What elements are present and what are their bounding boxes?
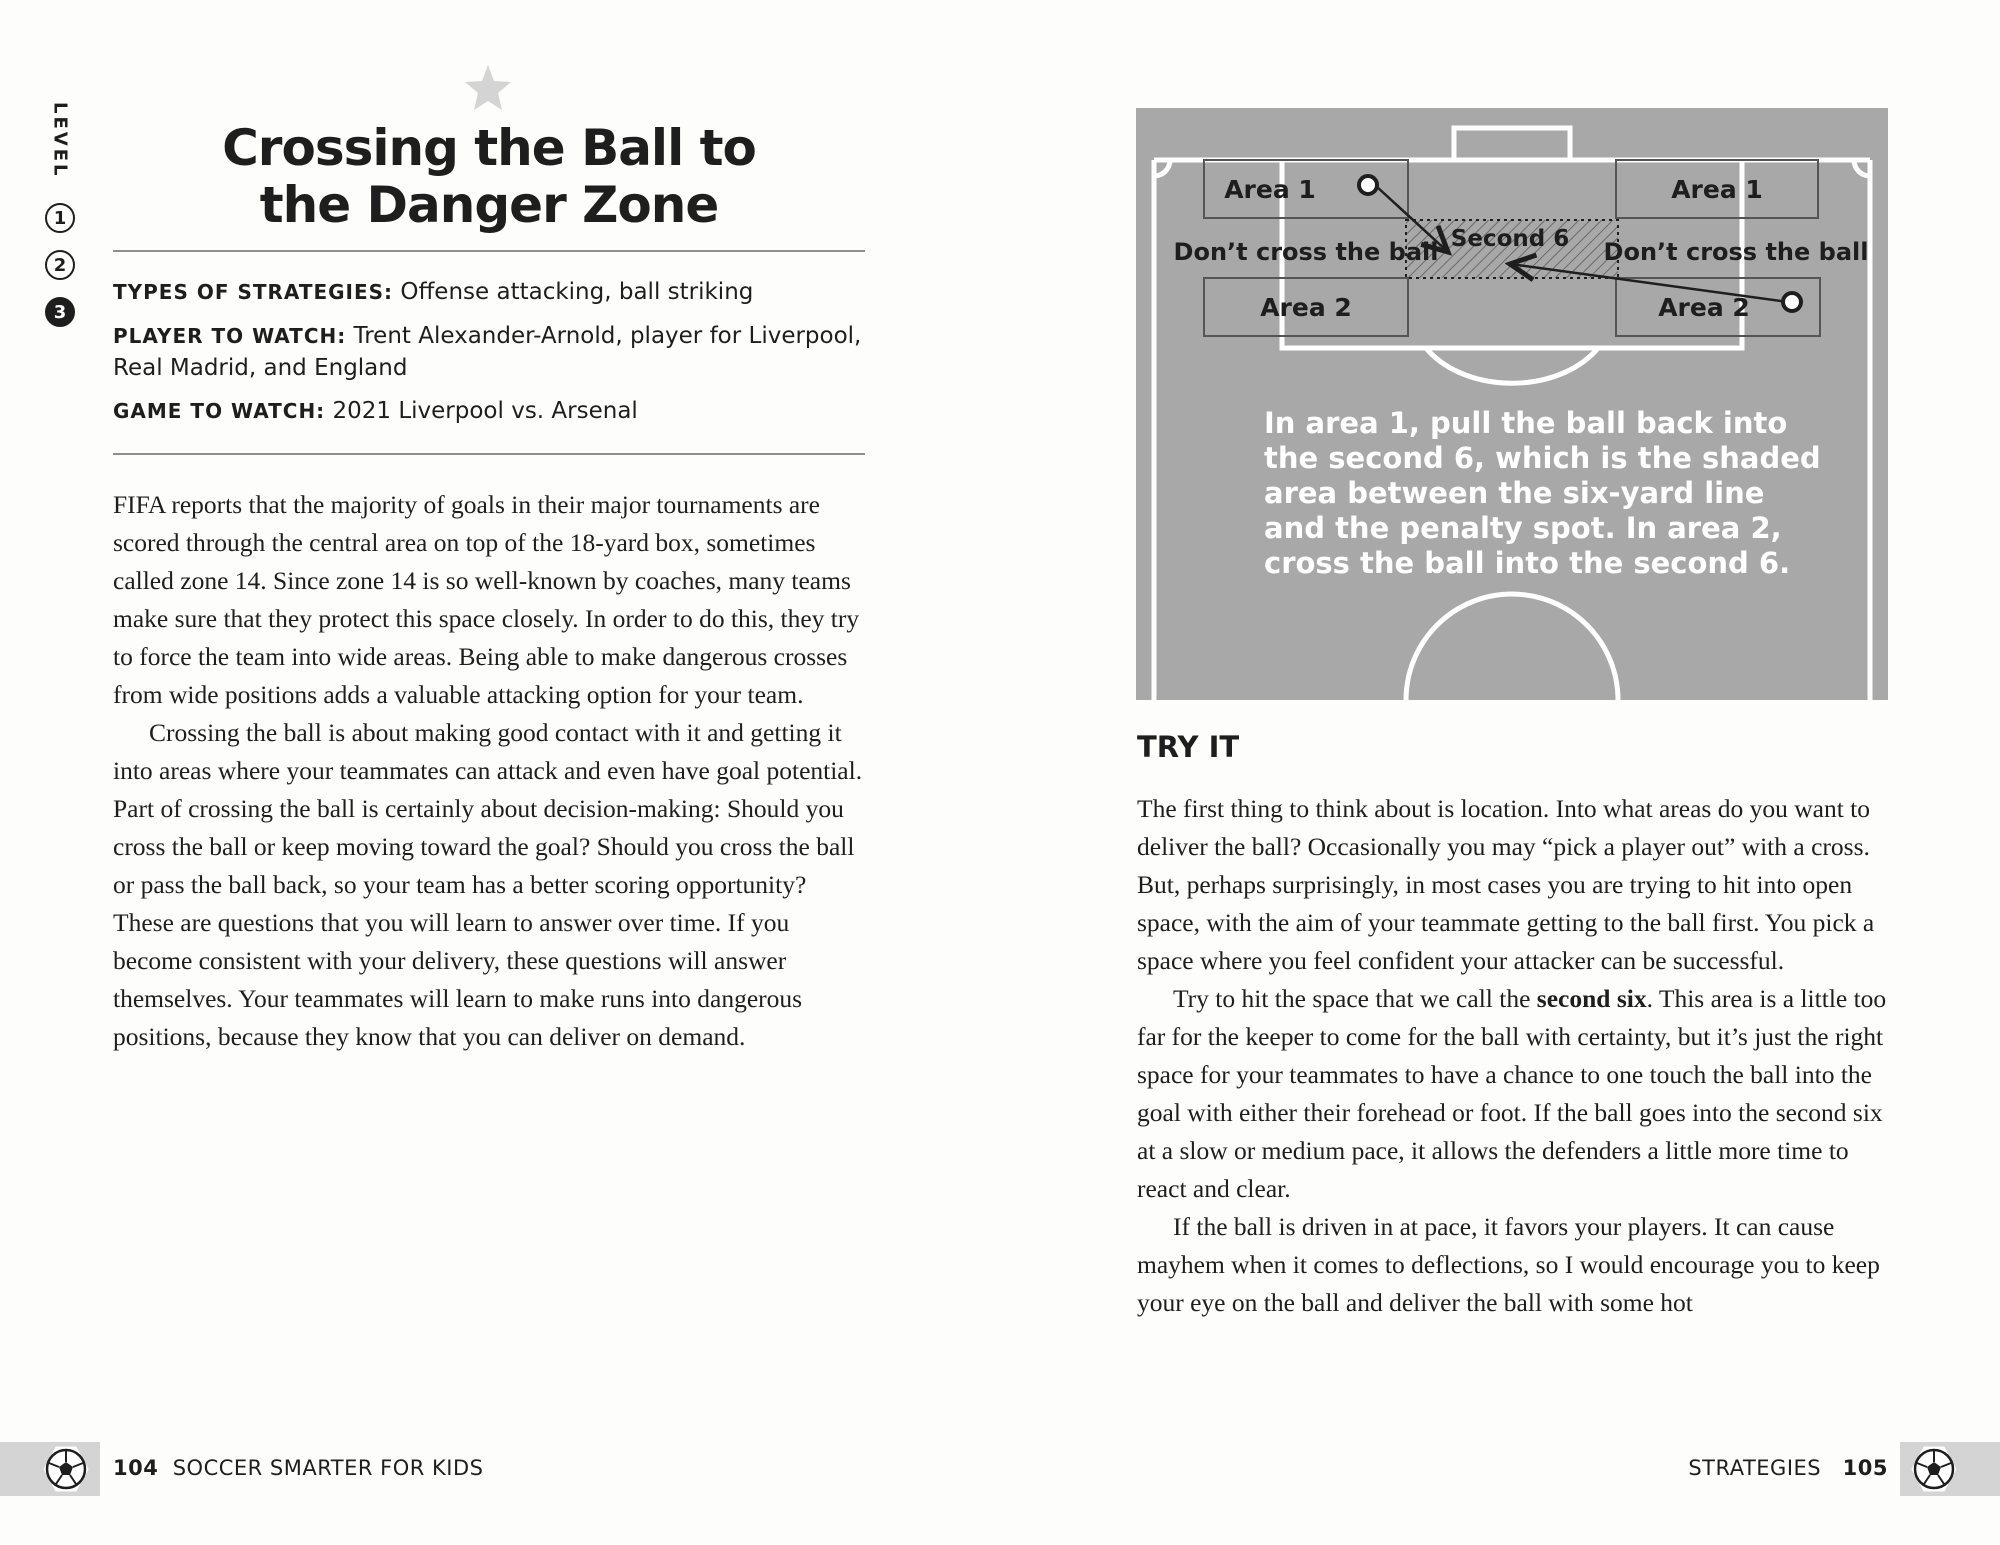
player-label: PLAYER TO WATCH:	[113, 324, 347, 348]
left-body	[113, 486, 865, 1056]
right-page-number: 105	[1842, 1456, 1888, 1480]
page-title	[113, 120, 865, 234]
game-value: 2021 Liverpool vs. Arsenal	[325, 398, 638, 424]
dont-cross-left-label: Don’t cross the ball	[1173, 238, 1439, 266]
left-paragraph-2: Crossing the ball is about making good contact with it and getting it into areas where your teammates can attack and even have goal potential. Part of crossing the ball is certainly about decision-making: Should you cross the ball or keep moving toward the goal? Should you cross the ball or pass the ball back, so your team has a better scoring opportunity? These are questions that you will learn to answer over time. If you become consistent with your delivery, these questions will answer themselves. Your teammates will learn to make runs into dangerous positions, because they know that you can deliver on demand.	[113, 718, 863, 1051]
caption-line-5: cross the ball into the second 6.	[1264, 546, 1791, 580]
player-meta	[113, 320, 865, 384]
pitch-diagram	[1136, 108, 1888, 700]
strategies-value: Offense attacking, ball striking	[393, 279, 754, 305]
diagram-caption	[1264, 406, 1821, 580]
soccer-ball-icon-left	[42, 1445, 90, 1493]
right-body	[1137, 790, 1889, 1322]
second-six-label: Second 6	[1450, 226, 1570, 252]
second-six-bold: second six	[1536, 984, 1647, 1013]
left-page-number: 104	[113, 1456, 159, 1480]
caption-line-2: the second 6, which is the shaded	[1264, 441, 1821, 475]
left-paragraph-1: FIFA reports that the majority of goals in their major tournaments are scored through the central area on top of the 18-yard box, sometimes called zone 14. Since zone 14 is so well-known by coaches, many teams make sure that they protect this space closely. In order to do this, they try to force the team into wide areas. Being able to make dangerous crosses from wide positions adds a valuable attacking option for your team.	[113, 490, 860, 709]
top-divider	[113, 250, 865, 252]
try-it-heading: TRY IT	[1137, 730, 1240, 764]
area2-left-label: Area 2	[1260, 293, 1352, 322]
area2-right-label: Area 2	[1658, 293, 1750, 322]
title-line-1: Crossing the Ball to	[222, 119, 756, 177]
right-running-title: STRATEGIES	[1688, 1456, 1822, 1480]
strategies-meta	[113, 276, 865, 308]
area1-left-label: Area 1	[1224, 175, 1316, 204]
caption-line-1: In area 1, pull the ball back into	[1264, 406, 1788, 440]
game-meta	[113, 395, 865, 427]
title-line-2: the Danger Zone	[259, 176, 719, 234]
caption-line-3: area between the six-yard line	[1264, 476, 1765, 510]
player-value: Trent Alexander-Arnold, player for Liverpool, Real Madrid, and England	[113, 323, 862, 381]
left-running-title: SOCCER SMARTER FOR KIDS	[172, 1456, 484, 1480]
right-paragraph-3: If the ball is driven in at pace, it favors your players. It can cause mayhem when it comes to deflections, so I would encourage you to keep your eye on the ball and deliver the ball with some hot	[1137, 1212, 1880, 1317]
right-paragraph-2	[1137, 980, 1889, 1208]
soccer-ball-icon-right	[1910, 1445, 1958, 1493]
p2-text-before: Try to hit the space that we call the	[1173, 984, 1537, 1013]
level-2-badge: 2	[45, 250, 75, 280]
strategies-label: TYPES OF STRATEGIES:	[113, 280, 394, 304]
bottom-divider	[113, 453, 865, 455]
player-marker-area1	[1359, 176, 1377, 194]
player-marker-area2	[1783, 293, 1801, 311]
star-icon	[463, 63, 513, 113]
level-label: LEVEL	[49, 101, 71, 179]
dont-cross-right-label: Don’t cross the ball	[1603, 238, 1869, 266]
area1-right-label: Area 1	[1671, 175, 1763, 204]
right-paragraph-1: The first thing to think about is location. Into what areas do you want to deliver the ball? Occasionally you may “pick a player out” with a cross. But, perhaps surprisingly, in most cases you are trying to hit into open space, with the aim of your teammate getting to the ball first. You pick a space where you feel confident your attacker can be successful.	[1137, 794, 1875, 975]
caption-line-4: and the penalty spot. In area 2,	[1264, 511, 1782, 545]
p2-text-after: . This area is a little too far for the keeper to come for the ball with certainty, but it’s just the right space for your teammates to have a chance to one touch the ball into the goal with either their forehead or foot. If the ball goes into the second six at a slow or medium pace, it allows the defenders a little more time to react and clear.	[1137, 984, 1887, 1203]
footer-right	[1688, 1456, 1888, 1480]
game-label: GAME TO WATCH:	[113, 399, 326, 423]
level-1-badge: 1	[45, 203, 75, 233]
level-3-badge-active: 3	[45, 297, 75, 327]
footer-left	[113, 1456, 484, 1480]
